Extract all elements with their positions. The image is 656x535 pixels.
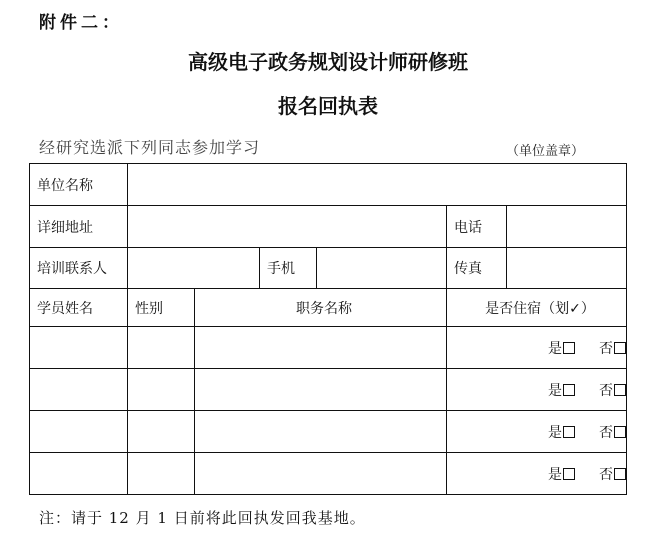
attachment-label: 附件二：: [39, 13, 123, 33]
form-subtitle: 报名回执表: [278, 94, 378, 118]
lodging-no-label: 否: [599, 466, 614, 483]
lodging-options: [447, 411, 627, 453]
lodging-yes-checkbox[interactable]: [563, 468, 575, 480]
fax-label: 传真: [447, 248, 507, 289]
student-gender-field[interactable]: [128, 327, 195, 369]
lodging-yes-label: 是: [548, 340, 563, 357]
lodging-no-label: 否: [599, 340, 614, 357]
student-name-field[interactable]: [30, 369, 128, 411]
fax-field[interactable]: [507, 248, 627, 289]
form-title: 高级电子政务规划设计师研修班: [188, 50, 468, 74]
intro-text: 经研究选派下列同志参加学习: [39, 138, 261, 157]
student-row: [30, 369, 627, 411]
phone-field[interactable]: [507, 206, 627, 248]
lodging-yes-label: 是: [548, 382, 563, 399]
lodging-yes-checkbox[interactable]: [563, 426, 575, 438]
student-gender-field[interactable]: [128, 411, 195, 453]
lodging-yes-label: 是: [548, 424, 563, 441]
student-row: [30, 411, 627, 453]
unit-name-label: 单位名称: [30, 164, 128, 206]
student-gender-field[interactable]: [128, 453, 195, 495]
lodging-yes-checkbox[interactable]: [563, 384, 575, 396]
lodging-options: [447, 369, 627, 411]
lodging-options: [447, 327, 627, 369]
student-gender-field[interactable]: [128, 369, 195, 411]
student-name-field[interactable]: [30, 453, 128, 495]
lodging-no-label: 否: [599, 424, 614, 441]
contact-field[interactable]: [128, 248, 260, 289]
contact-label: 培训联系人: [30, 248, 128, 289]
mobile-cell: [260, 248, 447, 289]
mobile-label: 手机: [260, 248, 317, 288]
unit-name-row: [30, 164, 627, 206]
phone-label: 电话: [447, 206, 507, 248]
registration-form-table: [29, 163, 627, 495]
lodging-options: [447, 453, 627, 495]
header-position: 职务名称: [195, 289, 447, 327]
seal-note: （单位盖章）: [506, 144, 585, 159]
student-position-field[interactable]: [195, 327, 447, 369]
address-label: 详细地址: [30, 206, 128, 248]
header-gender: 性别: [128, 289, 195, 327]
student-position-field[interactable]: [195, 369, 447, 411]
lodging-no-checkbox[interactable]: [614, 426, 626, 438]
header-lodging: 是否住宿（划✓）: [447, 289, 627, 327]
header-name: 学员姓名: [30, 289, 128, 327]
student-row: [30, 327, 627, 369]
unit-name-field[interactable]: [128, 164, 627, 206]
lodging-no-checkbox[interactable]: [614, 342, 626, 354]
contact-row: [30, 248, 627, 289]
lodging-no-checkbox[interactable]: [614, 384, 626, 396]
lodging-no-checkbox[interactable]: [614, 468, 626, 480]
student-row: [30, 453, 627, 495]
student-name-field[interactable]: [30, 411, 128, 453]
student-name-field[interactable]: [30, 327, 128, 369]
lodging-yes-label: 是: [548, 466, 563, 483]
lodging-no-label: 否: [599, 382, 614, 399]
student-position-field[interactable]: [195, 411, 447, 453]
address-field[interactable]: [128, 206, 447, 248]
address-row: [30, 206, 627, 248]
lodging-yes-checkbox[interactable]: [563, 342, 575, 354]
students-header-row: [30, 289, 627, 327]
footnote: 注：请于 12 月 1 日前将此回执发回我基地。: [39, 509, 366, 527]
student-position-field[interactable]: [195, 453, 447, 495]
